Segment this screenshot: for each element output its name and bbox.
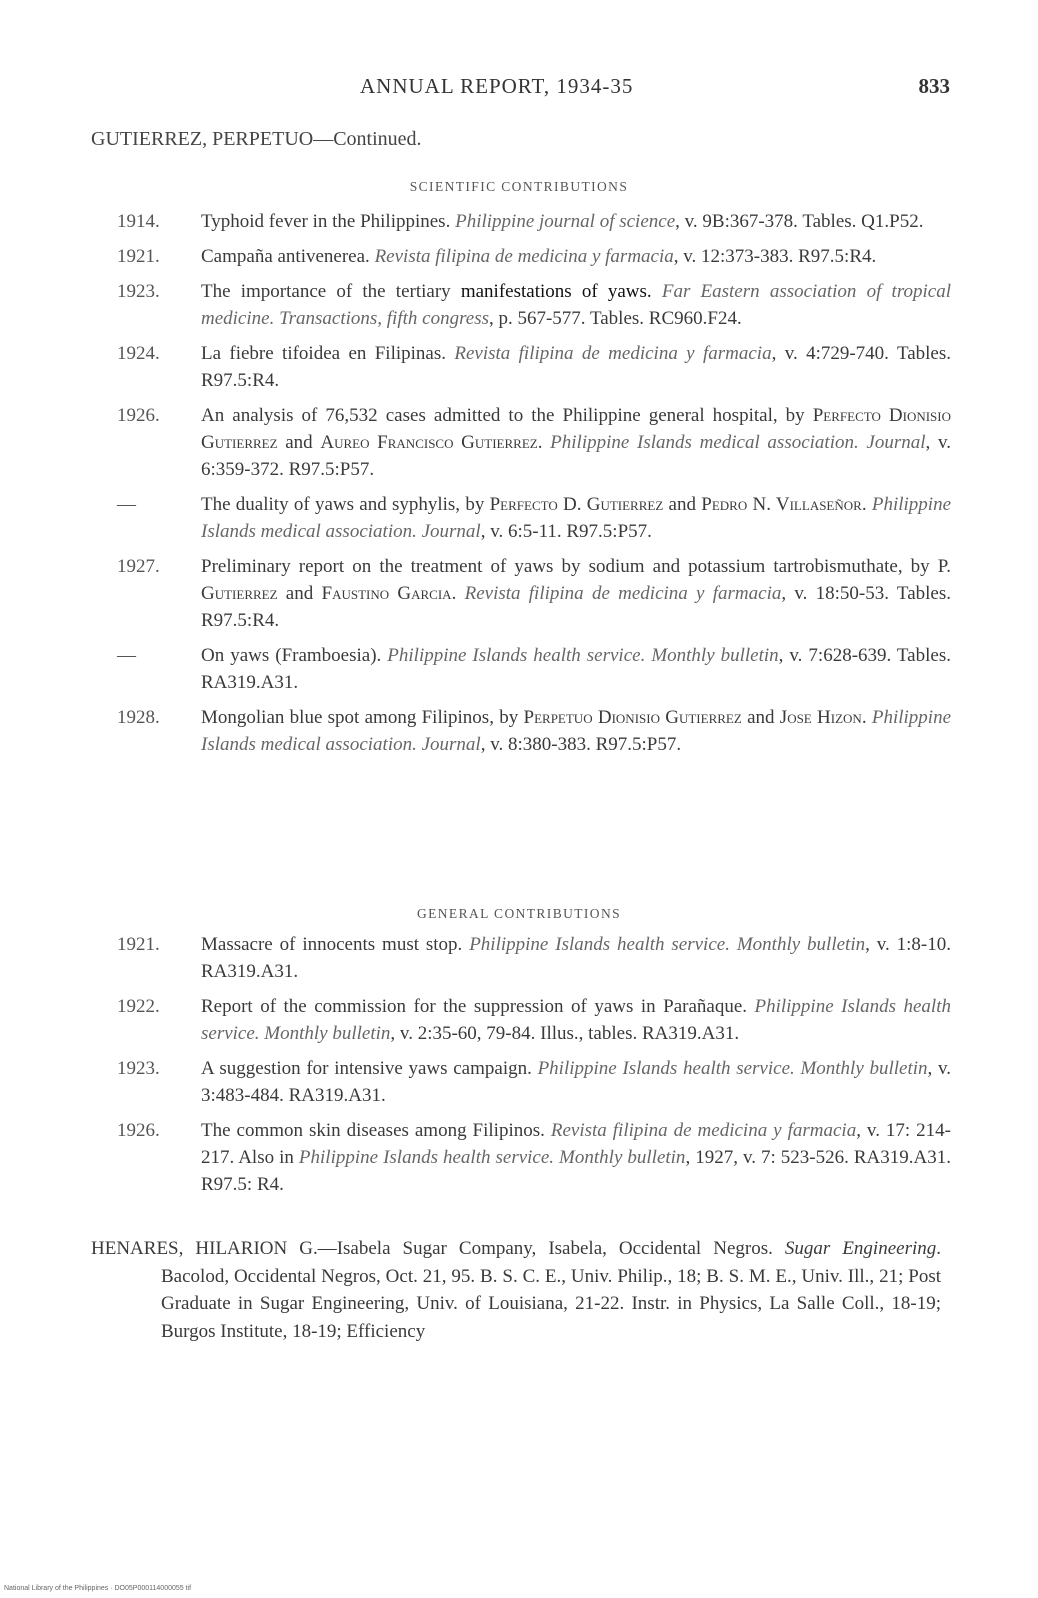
- citation-text: Typhoid fever in the Philippines. Philippine journal of science, v. 9B:367-378. Tables. Q1.P52.: [201, 211, 924, 232]
- citation-text: The common skin diseases among Filipinos. Revista filipina de medicina y farmacia, v. 17: 214-217. Also in Philippine Islands health service. Monthly bulletin, 1927, v. 7: 523-526. RA319.A31. R97.5: R4.: [201, 1120, 952, 1195]
- citation-year: 1928.: [117, 707, 160, 728]
- citation-text: An analysis of 76,532 cases admitted to the Philippine general hospital, by Perfecto Dionisio Gutierrez and Aureo Francisco Gutierrez. Philippine Islands medical association. Journal, v. 6:359-372. R97.5:P57.: [201, 405, 952, 480]
- citation-text: On yaws (Framboesia). Philippine Islands health service. Monthly bulletin, v. 7:628-639. Tables. RA319.A31.: [201, 645, 951, 693]
- citation-year: —: [117, 645, 136, 666]
- citation-item: [117, 642, 951, 696]
- citation-year: 1924.: [117, 343, 160, 364]
- citation-item: [117, 340, 951, 394]
- citation-item: [117, 704, 951, 758]
- citation-year: 1922.: [117, 996, 160, 1017]
- citation-year: 1923.: [117, 1058, 160, 1079]
- entry-heading: GUTIERREZ, PERPETUO—Continued.: [91, 128, 422, 150]
- citation-item: [117, 931, 951, 985]
- henares-text: HENARES, HILARION G.—Isabela Sugar Company, Isabela, Occidental Negros. Sugar Engineering. Bacolod, Occidental Negros, Oct. 21, 95. B. S. C. E., Univ. Philip., 18; B. S. M. E., Univ. Ill., 21; Post Graduate in Sugar Engineering, Univ. of Louisiana, 21-22. Instr. in Physics, La Salle Coll., 18-19; Burgos Institute, 18-19; Efficiency: [91, 1238, 941, 1342]
- citation-year: 1914.: [117, 211, 160, 232]
- citation-year: 1926.: [117, 405, 160, 426]
- citation-text: A suggestion for intensive yaws campaign. Philippine Islands health service. Monthly bulletin, v. 3:483-484. RA319.A31.: [201, 1058, 951, 1106]
- citation-year: —: [117, 494, 136, 515]
- citation-item: [117, 243, 951, 270]
- citation-year: 1921.: [117, 934, 160, 955]
- citation-item: [117, 993, 951, 1047]
- citation-year: 1926.: [117, 1120, 160, 1141]
- citation-item: [117, 278, 951, 332]
- citation-text: Massacre of innocents must stop. Philippine Islands health service. Monthly bulletin, v. 1:8-10. RA319.A31.: [201, 934, 951, 982]
- entry-henares: [91, 1235, 941, 1345]
- citation-year: 1927.: [117, 556, 160, 577]
- citation-item: [117, 208, 951, 235]
- citation-text: Report of the commission for the suppression of yaws in Parañaque. Philippine Islands health service. Monthly bulletin, v. 2:35-60, 79-84. Illus., tables. RA319.A31.: [201, 996, 951, 1044]
- citation-item: [117, 491, 951, 545]
- citation-year: 1921.: [117, 246, 160, 267]
- citation-text: The duality of yaws and syphylis, by Perfecto D. Gutierrez and Pedro N. Villaseñor. Philippine Islands medical association. Journal, v. 6:5-11. R97.5:P57.: [201, 494, 952, 542]
- section-heading-general: GENERAL CONTRIBUTIONS: [416, 906, 622, 921]
- citation-item: [117, 1055, 951, 1109]
- general-contributions-list: [117, 931, 951, 1206]
- citation-text: Mongolian blue spot among Filipinos, by Perpetuo Dionisio Gutierrez and Jose Hizon. Philippine Islands medical association. Journal, v. 8:380-383. R97.5:P57.: [201, 707, 952, 755]
- page-number: 833: [918, 74, 950, 98]
- running-head: [0, 74, 1038, 104]
- citation-text: La fiebre tifoidea en Filipinas. Revista filipina de medicina y farmacia, v. 4:729-740. Tables. R97.5:R4.: [201, 343, 952, 391]
- citation-text: Preliminary report on the treatment of yaws by sodium and potassium tartrobismuthate, by P. Gutierrez and Faustino Garcia. Revista filipina de medicina y farmacia, v. 18:50-53. Tables. R97.5:R4.: [201, 556, 951, 631]
- scan-footer: National Library of the Philippines · DO05P000114000055 tif: [4, 1585, 192, 1592]
- citation-item: [117, 1117, 951, 1198]
- citation-item: [117, 553, 951, 634]
- scientific-contributions-list: [117, 208, 951, 766]
- citation-text: The importance of the tertiary manifestations of yaws. Far Eastern association of tropical medicine. Transactions, fifth congress, p. 567-577. Tables. RC960.F24.: [201, 281, 951, 329]
- citation-text: Campaña antivenerea. Revista filipina de medicina y farmacia, v. 12:373-383. R97.5:R4.: [201, 246, 877, 267]
- running-title: ANNUAL REPORT, 1934-35: [360, 74, 634, 98]
- citation-item: [117, 402, 951, 483]
- citation-year: 1923.: [117, 281, 160, 302]
- section-heading-scientific: SCIENTIFIC CONTRIBUTIONS: [409, 179, 629, 194]
